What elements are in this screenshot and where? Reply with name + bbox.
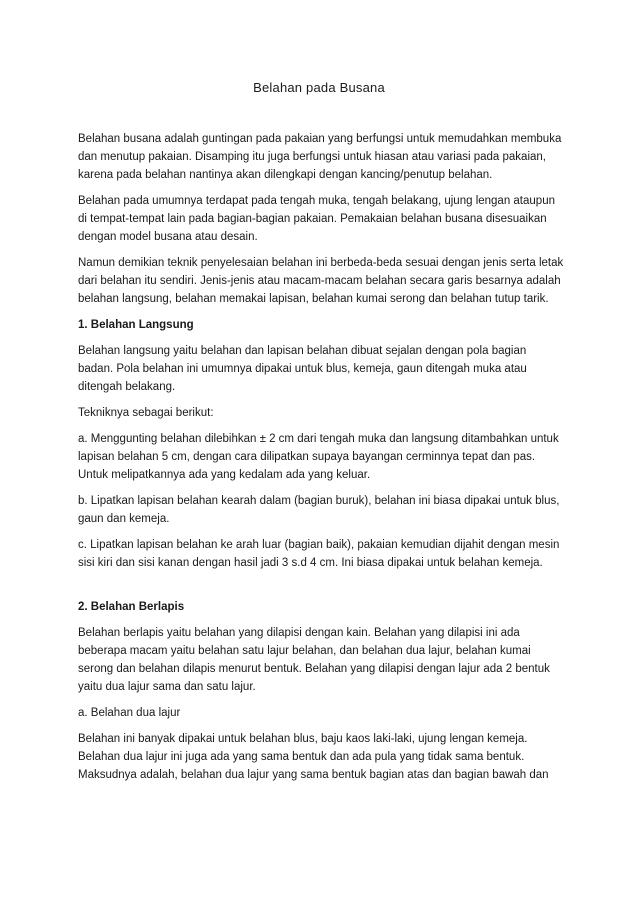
spacer	[78, 580, 564, 598]
paragraph: Belahan ini banyak dipakai untuk belahan blus, baju kaos laki-laki, ujung lengan kemeja. Belahan dua lajur ini juga ada yang sama bentuk dan ada pula yang tidak sama bentuk. Maksudnya adalah, belahan dua lajur yang sama bentuk bagian atas dan bagian bawah dan	[78, 733, 549, 781]
paragraph: Namun demikian teknik penyelesaian belahan ini berbeda-beda sesuai dengan jenis serta letak dari belahan itu sendiri. Jenis-jenis atau macam-macam belahan secara garis besarnya adalah belahan langsung, belahan memakai lapisan, belahan kumai serong dan belahan tutup tarik.	[78, 257, 564, 305]
section-heading: 2. Belahan Berlapis	[78, 601, 185, 613]
sub-label: a. Belahan dua lajur	[78, 707, 181, 719]
paragraph: Belahan berlapis yaitu belahan yang dilapisi dengan kain. Belahan yang dilapisi ini ada beberapa macam yaitu belahan satu lajur belahan, dan belahan dua lajur, belahan kumai serong dan belahan dilapis menurut bentuk. Belahan yang dilapisi dengan lajur ada 2 bentuk yaitu dua lajur sama dan satu lajur.	[78, 627, 550, 693]
technique-label: Tekniknya sebagai berikut:	[78, 407, 214, 419]
paragraph: Belahan busana adalah guntingan pada pakaian yang berfungsi untuk memudahkan membuka dan menutup pakaian. Disamping itu juga berfungsi untuk hiasan atau variasi pada pakaian, karena pada belahan nantinya akan dilengkapi dengan kancing/penutup belahan.	[78, 133, 562, 181]
paragraph: Belahan langsung yaitu belahan dan lapisan belahan dibuat sejalan dengan pola bagian badan. Pola belahan ini umumnya dipakai untuk blus, kemeja, gaun ditengah muka atau ditengah belakang.	[78, 345, 527, 393]
list-item: a. Menggunting belahan dilebihkan ± 2 cm dari tengah muka dan langsung ditambahkan untuk lapisan belahan 5 cm, dengan cara dilipatkan supaya bayangan cerminnya tepat dan pas. Untuk melipatkannya ada yang kedalam ada yang keluar.	[78, 433, 559, 481]
document-title: Belahan pada Busana	[253, 80, 385, 95]
document-body	[78, 130, 564, 792]
list-item: b. Lipatkan lapisan belahan kearah dalam (bagian buruk), belahan ini biasa dipakai untuk blus, gaun dan kemeja.	[78, 495, 560, 525]
list-item: c. Lipatkan lapisan belahan ke arah luar (bagian baik), pakaian kemudian dijahit dengan mesin sisi kiri dan sisi kanan dengan hasil jadi 3 s.d 4 cm. Ini biasa dipakai untuk belahan kemeja.	[78, 539, 560, 569]
paragraph: Belahan pada umumnya terdapat pada tengah muka, tengah belakang, ujung lengan ataupun di tempat-tempat lain pada bagian-bagian pakaian. Pemakaian belahan busana disesuaikan dengan model busana atau desain.	[78, 195, 555, 243]
section-heading: 1. Belahan Langsung	[78, 319, 194, 331]
